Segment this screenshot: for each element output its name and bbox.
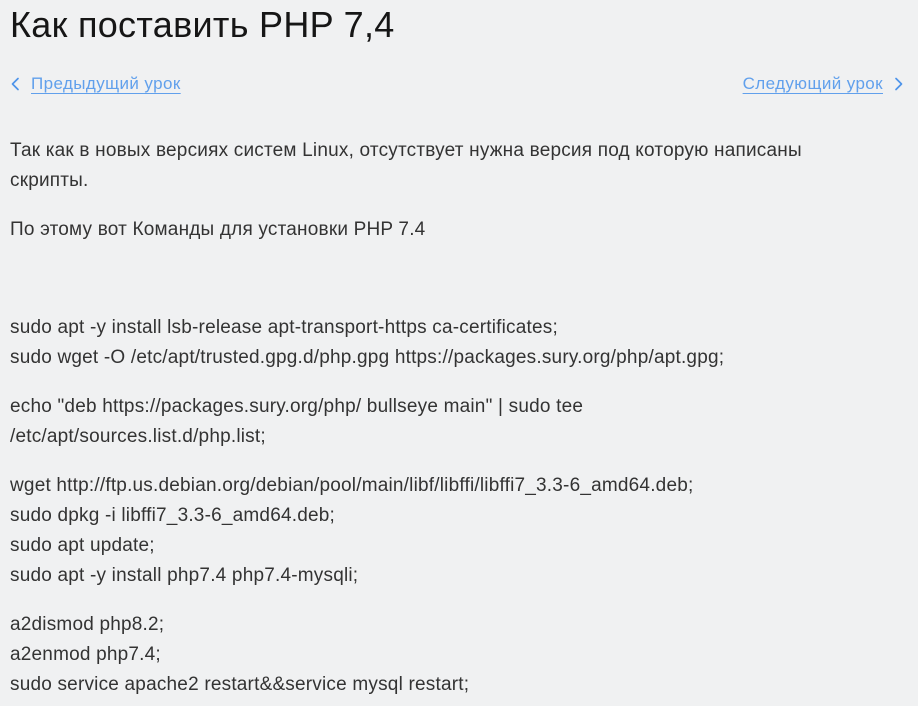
command-block — [10, 392, 904, 452]
command-line: /etc/apt/sources.list.d/php.list; — [10, 426, 266, 447]
command-line: sudo apt update; — [10, 535, 155, 556]
command-block — [10, 471, 904, 591]
command-line: sudo wget -O /etc/apt/trusted.gpg.d/php.gpg https://packages.sury.org/php/apt.gpg; — [10, 347, 725, 368]
intro-paragraph-line: Так как в новых версиях систем Linux, отсутствует нужна версия под которую написаны — [10, 140, 802, 161]
command-line: sudo dpkg -i libffi7_3.3-6_amd64.deb; — [10, 505, 335, 526]
command-line: wget http://ftp.us.debian.org/debian/pool/main/libf/libffi/libffi7_3.3-6_amd64.deb; — [10, 475, 694, 496]
command-line: sudo apt -y install lsb-release apt-transport-https ca-certificates; — [10, 317, 558, 338]
page-title: Как поставить PHP 7,4 — [10, 4, 395, 45]
chevron-right-icon — [894, 76, 904, 92]
command-line: a2dismod php8.2; — [10, 614, 165, 635]
intro-paragraph — [10, 136, 904, 196]
previous-lesson-label: Предыдущий урок — [31, 74, 181, 93]
command-line: a2enmod php7.4; — [10, 644, 161, 665]
intro-paragraph-line: скрипты. — [10, 170, 89, 191]
lesson-navigation — [10, 73, 904, 95]
intro-paragraph — [10, 215, 904, 245]
command-line: sudo service apache2 restart&&service mysql restart; — [10, 674, 470, 695]
next-lesson-label: Следующий урок — [742, 74, 883, 93]
intro-paragraph-line: По этому вот Команды для установки PHP 7.4 — [10, 219, 426, 240]
command-block — [10, 610, 904, 700]
chevron-left-icon — [10, 76, 20, 92]
command-block — [10, 313, 904, 373]
command-line: sudo apt -y install php7.4 php7.4-mysqli; — [10, 565, 359, 586]
command-line: echo "deb https://packages.sury.org/php/ bullseye main" | sudo tee — [10, 396, 584, 417]
previous-lesson-link[interactable] — [10, 74, 181, 94]
empty-paragraph — [10, 264, 904, 294]
next-lesson-link[interactable] — [743, 74, 904, 94]
